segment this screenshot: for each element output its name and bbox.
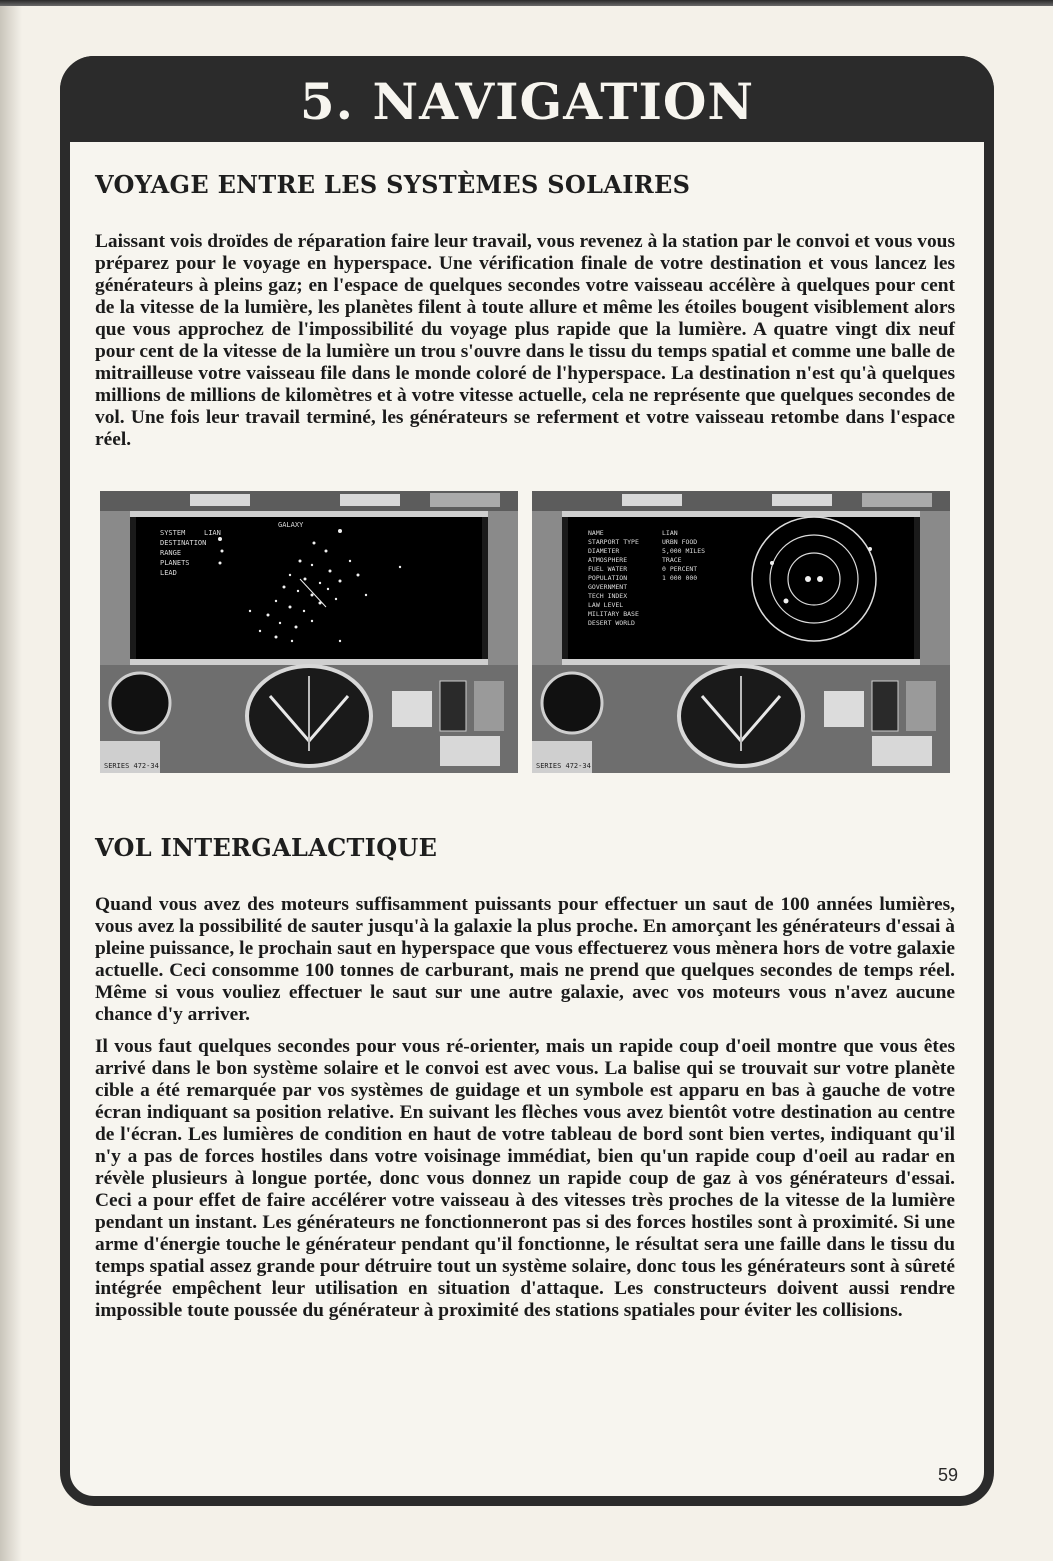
system-label-5: FUEL WATER [588, 565, 628, 573]
system-label-3: DIAMETER [588, 547, 620, 555]
galaxy-label-system: SYSTEM [160, 529, 186, 537]
system-value-4: TRACE [662, 556, 682, 564]
section-intergalactique [95, 833, 955, 1322]
galaxy-header: GALAXY [278, 521, 304, 529]
section-voyage [95, 170, 955, 451]
screenshot-system-info [532, 491, 950, 773]
system-label-1: NAME [588, 529, 604, 537]
system-value-1: LIAN [662, 529, 678, 537]
page-gutter-shadow [0, 0, 22, 1561]
screenshots-row [100, 491, 950, 773]
system-info-graphic [532, 491, 950, 773]
system-label-11: DESERT WORLD [588, 619, 635, 627]
system-label-4: ATMOSPHERE [588, 556, 628, 564]
system-value-5: 0 PERCENT [662, 565, 698, 573]
galaxy-label-planets: PLANETS [160, 559, 190, 567]
system-label-10: MILITARY BASE [588, 610, 639, 618]
system-label-8: TECH INDEX [588, 592, 628, 600]
galaxy-label-range: RANGE [160, 549, 182, 557]
page-number: 59 [938, 1465, 959, 1485]
system-value-6: 1 000 000 [662, 574, 698, 582]
galaxy-label-lead: LEAD [160, 569, 177, 577]
system-value-2: URBN FOOD [662, 538, 698, 546]
page-content [95, 170, 955, 1332]
galaxy-map-graphic [100, 491, 518, 773]
title-bar [60, 56, 994, 142]
paragraph-voyage-1: Laissant vois droïdes de réparation faire leur travail, vous revenez à la station par le convoi et vous vous préparez pour le voyage en hyperspace. Une vérification finale de votre destination et vous lancez les générateurs à pleins gaz; en l'espace de quelques secondes votre vaisseau accélère à quelques pour cent de la vitesse de la lumière, les planètes filent à toute allure et même les étoiles bougent visiblement alors que vous approchez de l'impossibilité du voyage plus rapide que la lumière. A quatre vingt dix neuf pour cent de la vitesse de la lumière un trou s'ouvre dans le tissu du temps spatial et comme une balle de mitrailleuse votre vaisseau file dans le monde coloré de l'hyperspace. La destination n'est qu'à quelques millions de millions de kilomètres et à votre vitesse actuelle, cela ne représente que quelques secondes de vol. Une fois leur travail terminé, les générateurs se referment et votre vaisseau retombe dans l'espace réel. [95, 231, 955, 450]
system-label-7: GOVERNMENT [588, 583, 628, 591]
system-value-3: 5,000 MILES [662, 547, 706, 555]
system-label-9: LAW LEVEL [588, 601, 624, 609]
section-heading-intergalactique: VOL INTERGALACTIQUE [95, 833, 438, 862]
galaxy-label-destination: DESTINATION [160, 539, 207, 547]
galaxy-footer: SERIES 472-34 [104, 762, 159, 770]
paragraph-intergalactique-1: Quand vous avez des moteurs suffisamment puissants pour effectuer un saut de 100 années lumières, vous avez la possibilité de sauter jusqu'à la galaxie la plus proche. En amorçant les générateurs d'essai à pleine puissance, le prochain saut en hyperspace que vous effectuerez vous mènera hors de votre galaxie actuelle. Ceci consomme 100 tonnes de carburant, mais ne prend que quelques secondes de temps réel. Même si vous vouliez effectuer le saut sur une autre galaxie, avec vos moteurs vous n'avez aucune chance d'y arriver. [95, 894, 955, 1025]
galaxy-value-system: LIAN [204, 529, 221, 537]
system-label-2: STARPORT TYPE [588, 538, 639, 546]
page-title: 5. NAVIGATION [299, 71, 755, 131]
system-label-6: POPULATION [588, 574, 628, 582]
paragraph-intergalactique-2: Il vous faut quelques secondes pour vous ré-orienter, mais un rapide coup d'oeil montre que vous êtes arrivé dans le bon système solaire et le convoi est avec vous. La balise qui se trouvait sur votre planète cible a été remarquée par vos systèmes de guidage et un symbole est apparu en bas à gauche de votre écran indiquant sa position relative. En suivant les flèches vous avez bientôt votre destination au centre de l'écran. Les lumières de condition en haut de votre tableau de bord sont bien vertes, indiquant qu'il n'y a pas de forces hostiles dans votre voisinage immédiat, bien qu'un rapide coup d'oeil au radar en révèle plusieurs à longue portée, donc vous donnez un rapide coup de gaz à vos générateurs d'essai. Ceci a pour effet de faire accélérer votre vaisseau à des vitesses très proches de la vitesse de la lumière pendant un instant. Les générateurs ne fonctionneront pas si des forces hostiles sont à proximité. Si une arme d'énergie touche le générateur pendant qu'il fonctionne, le résultat sera une faille dans le tissu du temps spatial assez grande pour détruire tout un système solaire, donc tous les générateurs sont à sûreté intégrée empêchent leur utilisation en situation d'attaque. Les constructeurs doivent aussi rendre impossible toute poussée du générateur à proximité des stations spatiales pour éviter les collisions. [95, 1036, 955, 1321]
system-footer: SERIES 472-34 [536, 762, 591, 770]
section-heading-voyage: VOYAGE ENTRE LES SYSTÈMES SOLAIRES [95, 170, 691, 199]
screenshot-galaxy-map [100, 491, 518, 773]
top-edge [0, 0, 1053, 6]
